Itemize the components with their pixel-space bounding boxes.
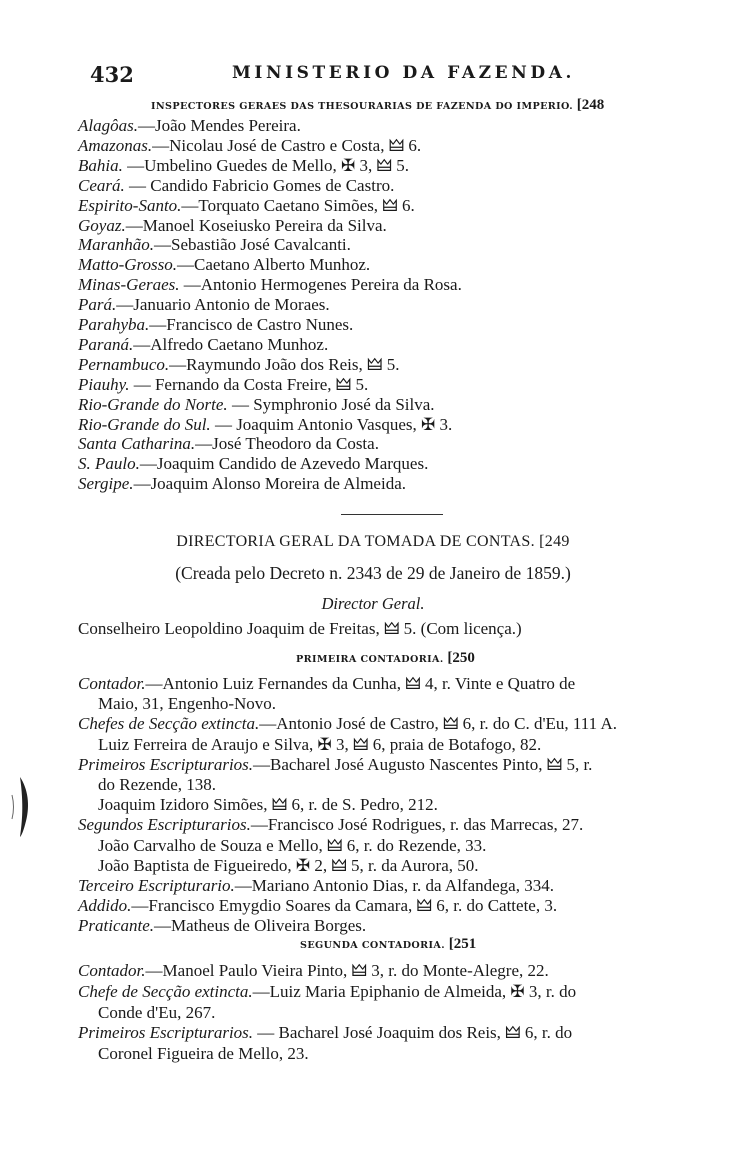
primeira-line [98,734,541,756]
inspector-label: Maranhão. [78,235,155,255]
inspector-line [78,215,387,237]
segunda-text: Conde d'Eu, 267. [98,1002,216,1022]
inspector-text: —Francisco de Castro Nunes. [149,315,354,334]
segunda-text: Coronel Figueira de Mello, 23. [98,1044,309,1064]
inspector-line [78,453,428,475]
inspector-line [78,195,415,217]
inspector-line [78,254,370,276]
inspector-line [78,473,406,495]
inspector-label: Espirito-Santo. [78,195,182,215]
directorate-heading: DIRECTORIA GERAL DA TOMADA DE CONTAS. [249 [176,533,570,550]
primeira-line [78,713,617,735]
inspector-text: —Raymundo João dos Reis, 🜲 5. [169,354,400,374]
inspector-line [78,234,351,256]
primeira-heading-text: PRIMEIRA CONTADORIA. [296,654,444,665]
primeira-text: João Baptista de Figueiredo, ✠ 2, 🜲 5, r. da Aurora, 50. [98,855,479,875]
primeira-line [78,754,592,776]
primeira-line [78,814,583,836]
primeira-text: —Francisco Emygdio Soares da Camara, 🜲 6, r. do Cattete, 3. [131,896,558,916]
primeira-label: Addido. [78,896,132,916]
segunda-text: — Bacharel José Joaquim dos Reis, 🜲 6, r. do [253,1023,573,1043]
inspector-label: Amazonas. [78,135,153,155]
primeira-text: —Antonio José de Castro, 🜲 6, r. do C. d'Eu, 111 A. [259,714,618,734]
page-number: 432 [90,62,134,87]
inspector-label: Sergipe. [78,474,134,494]
segunda-heading [300,936,476,953]
inspector-line [78,354,399,376]
inspector-label: Minas-Geraes. [78,275,180,295]
primeira-text: —Antonio Luiz Fernandes da Cunha, 🜲 4, r. Vinte e Quatro de [145,674,576,693]
inspector-text: —João Mendes Pereira. [137,116,301,135]
primeira-text: —Bacharel José Augusto Nascentes Pinto, 🜲 5, r. [253,754,593,774]
inspector-line [78,374,368,396]
primeira-text: —Mariano Antonio Dias, r. da Alfandega, 334. [234,876,554,895]
segunda-line [78,960,549,982]
primeira-text: do Rezende, 138. [98,775,217,794]
inspector-label: Piauhy. [78,374,130,394]
inspector-line [78,115,301,137]
primeira-heading [296,650,475,667]
inspector-label: Matto-Grosso. [78,255,178,275]
primeira-line [98,835,486,857]
inspectors-heading [151,97,604,114]
segunda-text: —Manoel Paulo Vieira Pinto, 🜲 3, r. do Monte-Alegre, 22. [145,961,549,980]
inspector-line [78,175,394,197]
inspectors-heading-text: INSPECTORES GERAES DAS THESOURARIAS DE FAZENDA DO IMPERIO. [151,101,573,112]
inspector-line [78,334,328,356]
inspector-line [78,135,421,157]
inspector-line [78,314,353,336]
primeira-line [78,673,575,695]
director-title: Director Geral. [321,594,425,613]
primeira-label: Primeiros Escripturarios. [78,754,254,774]
primeira-line [98,855,479,877]
segunda-line [78,1022,572,1044]
primeira-line [78,915,366,937]
inspector-text: — Symphronio José da Silva. [227,394,435,414]
segunda-line [78,981,576,1003]
segunda-label: Primeiros Escripturarios. [78,1023,254,1043]
primeira-label: Terceiro Escripturario. [78,876,235,895]
inspector-label: Rio-Grande do Sul. [78,414,211,434]
inspector-text: — Joaquim Antonio Vasques, ✠ 3. [210,414,453,434]
inspector-text: —Januario Antonio de Moraes. [116,295,330,315]
section-divider [341,514,443,515]
segunda-heading-ref: [251 [448,936,477,952]
inspector-line [78,274,462,296]
inspector-line [78,433,379,455]
decree-line: (Creada pelo Decreto n. 2343 de 29 de Janeiro de 1859.) [175,563,571,583]
inspector-text: —Alfredo Caetano Munhoz. [133,334,329,354]
director-line: Conselheiro Leopoldino Joaquim de Freitas, 🜲 5. (Com licença.) [78,619,522,638]
primeira-line [78,895,557,917]
segunda-label: Contador. [78,961,146,980]
inspector-text: — Fernando da Costa Freire, 🜲 5. [129,374,369,394]
primeira-text: Joaquim Izidoro Simões, 🜲 6, r. de S. Pedro, 212. [98,795,438,815]
primeira-line [98,794,438,816]
running-title: MINISTERIO DA FAZENDA. [232,63,576,83]
inspector-text: —Manoel Koseiusko Pereira da Silva. [125,215,387,235]
inspector-label: Parahyba. [78,315,150,334]
inspector-text: —Nicolau José de Castro e Costa, 🜲 6. [152,135,422,155]
inspector-label: Ceará. [78,175,125,195]
primeira-line [78,875,554,897]
inspector-text: —Umbelino Guedes de Mello, ✠ 3, 🜲 5. [122,155,409,175]
primeira-text: Maio, 31, Engenho-Novo. [98,694,277,714]
primeira-line [98,693,276,715]
primeira-text: —Francisco José Rodrigues, r. das Marrecas, 27. [250,815,584,835]
segunda-line [98,1002,215,1024]
inspector-line [78,155,409,177]
inspector-label: S. Paulo. [78,454,140,474]
inspector-text: —Torquato Caetano Simões, 🜲 6. [181,195,415,215]
inspector-label: Pará. [78,295,117,315]
inspector-text: —Sebastião José Cavalcanti. [154,235,351,255]
segunda-text: —Luiz Maria Epiphanio de Almeida, ✠ 3, r. do [252,981,577,1001]
margin-mark [8,775,34,839]
inspector-label: Pernambuco. [78,354,170,374]
segunda-heading-text: SEGUNDA CONTADORIA. [300,940,446,951]
inspector-line [78,414,452,436]
segunda-label: Chefe de Secção extincta. [78,981,253,1001]
primeira-label: Contador. [78,674,146,693]
primeira-text: João Carvalho de Souza e Mello, 🜲 6, r. do Rezende, 33. [98,835,487,855]
primeira-heading-ref: [250 [447,650,475,666]
inspector-text: —Joaquim Alonso Moreira de Almeida. [133,474,406,494]
inspector-label: Goyaz. [78,215,126,235]
inspector-line [78,294,330,316]
primeira-label: Segundos Escripturarios. [78,815,251,835]
inspector-label: Alagôas. [78,116,138,135]
inspector-label: Rio-Grande do Norte. [78,394,228,414]
segunda-line [98,1043,309,1065]
inspector-label: Paraná. [78,334,134,354]
primeira-line [98,774,216,796]
inspectors-heading-ref: [248 [576,97,605,113]
inspector-text: — Candido Fabricio Gomes de Castro. [124,175,395,195]
primeira-label: Chefes de Secção extincta. [78,714,260,734]
inspector-label: Santa Catharina. [78,434,196,454]
inspector-text: —Antonio Hermogenes Pereira da Rosa. [179,275,462,295]
inspector-text: —José Theodoro da Costa. [195,434,379,454]
primeira-label: Praticante. [78,916,155,936]
running-head [0,62,746,86]
primeira-text: Luiz Ferreira de Araujo e Silva, ✠ 3, 🜲 6, praia de Botafogo, 82. [98,734,542,754]
inspector-label: Bahia. [78,155,123,175]
inspector-text: —Caetano Alberto Munhoz. [177,255,371,275]
inspector-text: —Joaquim Candido de Azevedo Marques. [139,454,429,474]
primeira-text: —Matheus de Oliveira Borges. [154,916,367,936]
inspector-line [78,394,435,416]
